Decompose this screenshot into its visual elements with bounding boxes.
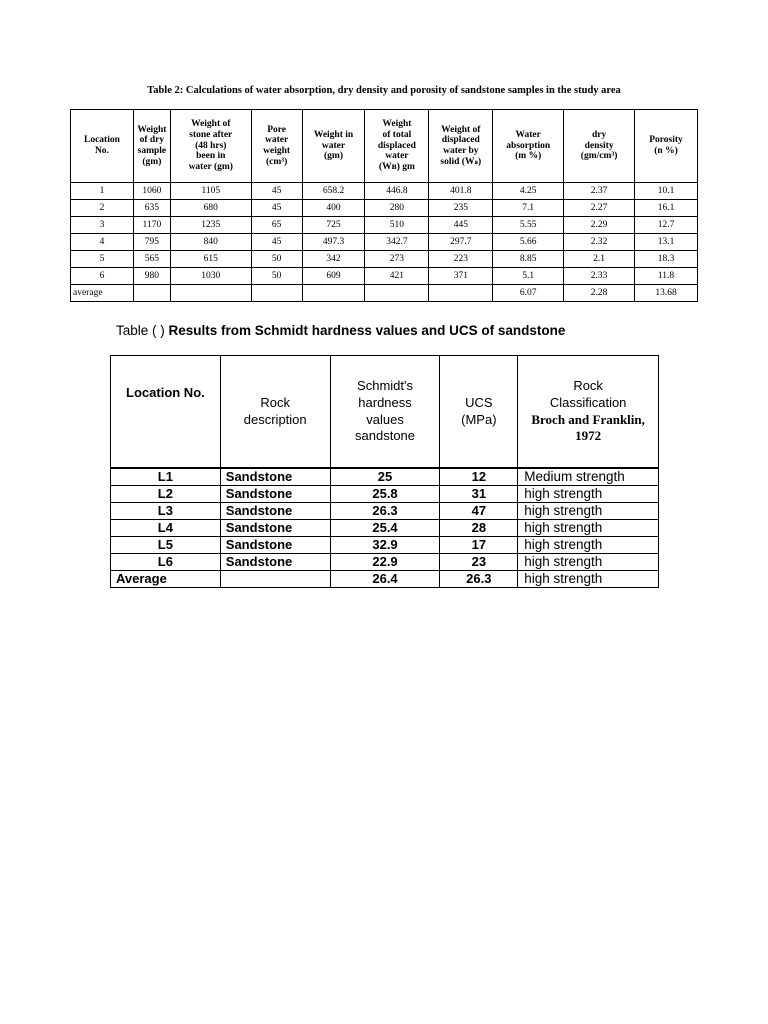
cell-total-displaced: 273 <box>365 251 429 268</box>
cell-porosity: 18.3 <box>635 251 698 268</box>
table-row <box>71 268 698 285</box>
cell-location: L4 <box>111 520 221 537</box>
table-row <box>71 183 698 200</box>
cell-description: Sandstone <box>220 520 330 537</box>
cell-total-displaced: 342.7 <box>365 234 429 251</box>
cell-weight-in-water: 342 <box>302 251 365 268</box>
cell-total-displaced: 421 <box>365 268 429 285</box>
cell-pore-water <box>251 285 302 302</box>
cell-dry-density: 2.37 <box>564 183 635 200</box>
cell-classification: high strength <box>518 520 659 537</box>
header-ucs: UCS (MPa) <box>440 356 518 469</box>
table-row <box>111 554 659 571</box>
table-row <box>111 537 659 554</box>
cell-wet-weight: 1235 <box>170 217 251 234</box>
cell-dry-density: 2.1 <box>564 251 635 268</box>
cell-location: Average <box>111 571 221 588</box>
cell-total-displaced: 510 <box>365 217 429 234</box>
cell-pore-water: 50 <box>251 251 302 268</box>
cell-porosity: 10.1 <box>635 183 698 200</box>
cell-dry-density: 2.29 <box>564 217 635 234</box>
cell-total-displaced: 280 <box>365 200 429 217</box>
cell-dry-weight: 565 <box>133 251 170 268</box>
cell-dry-weight: 980 <box>133 268 170 285</box>
cell-dry-density: 2.32 <box>564 234 635 251</box>
header-rock-classification <box>518 356 659 469</box>
table-row <box>111 486 659 503</box>
header-displaced-by-solid: Weight of displaced water by solid (Wₛ) <box>429 110 493 183</box>
cell-classification: high strength <box>518 486 659 503</box>
cell-displaced-by-solid: 371 <box>429 268 493 285</box>
cell-wet-weight: 680 <box>170 200 251 217</box>
table2-caption-title: Results from Schmidt hardness values and UCS of sandstone <box>168 323 566 338</box>
cell-weight-in-water: 497.3 <box>302 234 365 251</box>
cell-classification: high strength <box>518 537 659 554</box>
table2-header-row <box>111 356 659 469</box>
cell-pore-water: 45 <box>251 234 302 251</box>
table1-body <box>71 183 698 302</box>
cell-ucs: 23 <box>440 554 518 571</box>
cell-displaced-by-solid: 235 <box>429 200 493 217</box>
cell-schmidt: 32.9 <box>330 537 440 554</box>
cell-weight-in-water: 609 <box>302 268 365 285</box>
cell-dry-weight: 635 <box>133 200 170 217</box>
cell-description: Sandstone <box>220 537 330 554</box>
cell-description: Sandstone <box>220 468 330 486</box>
cell-dry-weight: 795 <box>133 234 170 251</box>
table-row <box>111 571 659 588</box>
cell-location: 6 <box>71 268 134 285</box>
table-row <box>71 200 698 217</box>
cell-schmidt: 25 <box>330 468 440 486</box>
cell-weight-in-water <box>302 285 365 302</box>
classification-reference: Broch and Franklin, 1972 <box>531 411 645 444</box>
cell-location: 1 <box>71 183 134 200</box>
header-dry-weight: Weight of dry sample (gm) <box>133 110 170 183</box>
cell-water-absorption: 4.25 <box>493 183 564 200</box>
cell-classification: Medium strength <box>518 468 659 486</box>
table-row <box>71 285 698 302</box>
schmidt-hardness-table <box>110 355 659 588</box>
cell-ucs: 47 <box>440 503 518 520</box>
cell-dry-weight: 1170 <box>133 217 170 234</box>
cell-dry-density: 2.27 <box>564 200 635 217</box>
table-row <box>71 251 698 268</box>
cell-pore-water: 45 <box>251 183 302 200</box>
cell-ucs: 12 <box>440 468 518 486</box>
cell-total-displaced <box>365 285 429 302</box>
cell-displaced-by-solid: 401.8 <box>429 183 493 200</box>
cell-location: average <box>71 285 134 302</box>
cell-water-absorption: 7.1 <box>493 200 564 217</box>
cell-wet-weight: 840 <box>170 234 251 251</box>
cell-schmidt: 22.9 <box>330 554 440 571</box>
header-total-displaced: Weight of total displaced water (Wʙ) gm <box>365 110 429 183</box>
header-porosity: Porosity (n %) <box>635 110 698 183</box>
cell-schmidt: 25.8 <box>330 486 440 503</box>
header-dry-density: dry density (gm/cm³) <box>564 110 635 183</box>
cell-classification: high strength <box>518 503 659 520</box>
table-row <box>111 468 659 486</box>
cell-pore-water: 50 <box>251 268 302 285</box>
cell-wet-weight: 1105 <box>170 183 251 200</box>
cell-location: L1 <box>111 468 221 486</box>
cell-schmidt: 26.3 <box>330 503 440 520</box>
cell-water-absorption: 8.85 <box>493 251 564 268</box>
cell-location: L5 <box>111 537 221 554</box>
header-rock-description: Rock description <box>220 356 330 469</box>
cell-total-displaced: 446.8 <box>365 183 429 200</box>
cell-displaced-by-solid: 223 <box>429 251 493 268</box>
header-location-no: Location No. <box>111 356 221 469</box>
cell-water-absorption: 5.1 <box>493 268 564 285</box>
cell-weight-in-water: 725 <box>302 217 365 234</box>
header-pore-water: Pore water weight (cm³) <box>251 110 302 183</box>
cell-pore-water: 45 <box>251 200 302 217</box>
cell-porosity: 16.1 <box>635 200 698 217</box>
cell-description: Sandstone <box>220 486 330 503</box>
cell-water-absorption: 5.66 <box>493 234 564 251</box>
cell-displaced-by-solid: 297.7 <box>429 234 493 251</box>
table2-caption-prefix: Table ( ) <box>116 323 169 338</box>
cell-ucs: 17 <box>440 537 518 554</box>
cell-porosity: 13.68 <box>635 285 698 302</box>
table-row <box>111 503 659 520</box>
table1-caption: Table 2: Calculations of water absorption, dry density and porosity of sandstone samples in the study area <box>147 85 621 96</box>
cell-location: 2 <box>71 200 134 217</box>
classification-label: Rock Classification <box>549 378 627 410</box>
cell-location: 4 <box>71 234 134 251</box>
cell-dry-density: 2.33 <box>564 268 635 285</box>
header-water-absorption: Water absorption (m %) <box>493 110 564 183</box>
cell-schmidt: 25.4 <box>330 520 440 537</box>
cell-location: L3 <box>111 503 221 520</box>
cell-dry-weight: 1060 <box>133 183 170 200</box>
cell-location: 3 <box>71 217 134 234</box>
cell-water-absorption: 5.55 <box>493 217 564 234</box>
water-absorption-table <box>70 109 698 302</box>
cell-description: Sandstone <box>220 503 330 520</box>
cell-pore-water: 65 <box>251 217 302 234</box>
cell-schmidt: 26.4 <box>330 571 440 588</box>
cell-classification: high strength <box>518 554 659 571</box>
cell-dry-weight <box>133 285 170 302</box>
cell-location: 5 <box>71 251 134 268</box>
cell-displaced-by-solid <box>429 285 493 302</box>
cell-porosity: 12.7 <box>635 217 698 234</box>
cell-weight-in-water: 400 <box>302 200 365 217</box>
cell-dry-density: 2.28 <box>564 285 635 302</box>
header-schmidt-hardness: Schmidt's hardness values sandstone <box>330 356 440 469</box>
table-row <box>111 520 659 537</box>
header-weight-in-water: Weight in water (gm) <box>302 110 365 183</box>
cell-wet-weight: 1030 <box>170 268 251 285</box>
cell-wet-weight: 615 <box>170 251 251 268</box>
cell-ucs: 31 <box>440 486 518 503</box>
cell-ucs: 26.3 <box>440 571 518 588</box>
cell-porosity: 13.1 <box>635 234 698 251</box>
cell-description: Sandstone <box>220 554 330 571</box>
cell-wet-weight <box>170 285 251 302</box>
cell-displaced-by-solid: 445 <box>429 217 493 234</box>
cell-weight-in-water: 658.2 <box>302 183 365 200</box>
cell-location: L6 <box>111 554 221 571</box>
cell-classification: high strength <box>518 571 659 588</box>
table1-header-row <box>71 110 698 183</box>
cell-location: L2 <box>111 486 221 503</box>
table-row <box>71 234 698 251</box>
cell-porosity: 11.8 <box>635 268 698 285</box>
cell-water-absorption: 6.07 <box>493 285 564 302</box>
table2-body <box>111 468 659 588</box>
table-row <box>71 217 698 234</box>
table2-caption <box>116 323 716 338</box>
header-location: Location No. <box>71 110 134 183</box>
header-wet-weight: Weight of stone after (48 hrs) been in water (gm) <box>170 110 251 183</box>
cell-description <box>220 571 330 588</box>
cell-ucs: 28 <box>440 520 518 537</box>
